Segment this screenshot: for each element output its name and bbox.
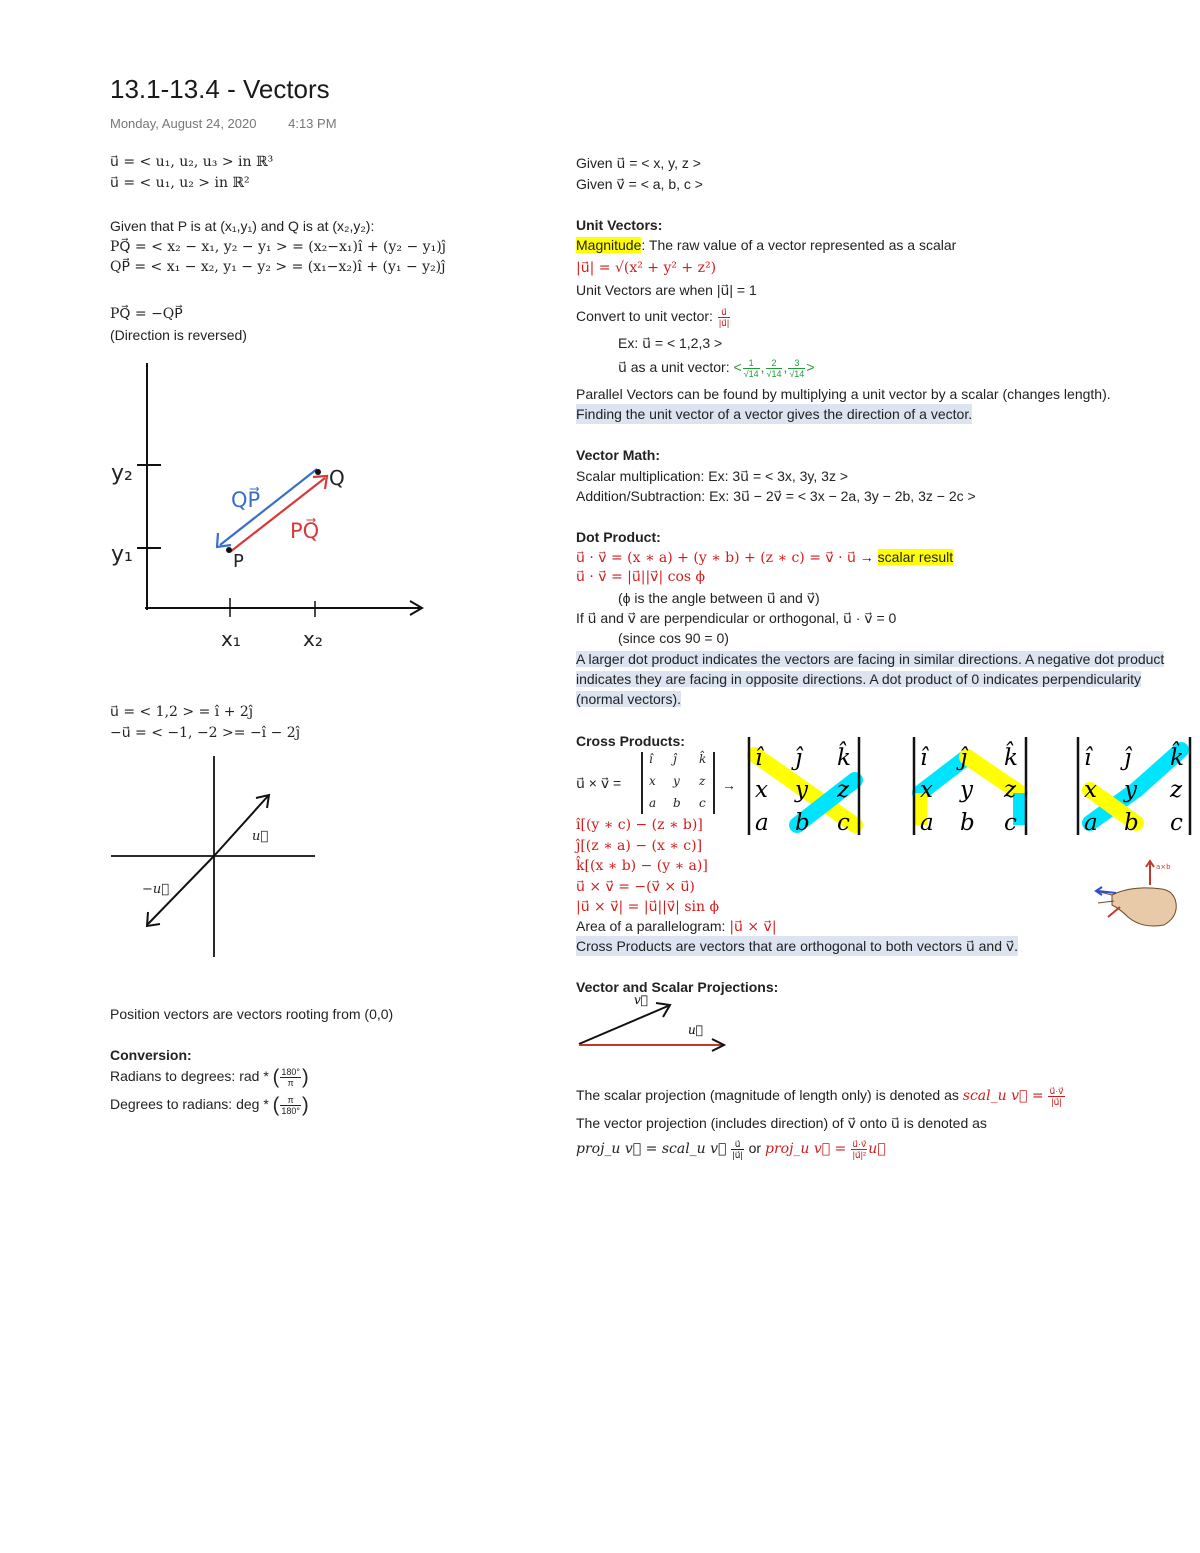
svg-text:î: î bbox=[755, 745, 763, 771]
unit-frac-3: $\frac{3}{√14}$ bbox=[789, 357, 805, 379]
svg-text:a: a bbox=[755, 810, 769, 836]
as-unit-label: u⃗ as a unit vector: bbox=[618, 359, 730, 375]
svg-text:ĵ: ĵ bbox=[795, 745, 803, 771]
y2-label: y₂ bbox=[111, 461, 133, 486]
pq-label: PQ⃗ bbox=[290, 519, 320, 543]
pq-neg-line: PQ⃗ = −QP⃗ bbox=[110, 306, 183, 322]
svg-text:b: b bbox=[795, 810, 810, 836]
right-hand-icon bbox=[1092, 855, 1192, 935]
u-graph bbox=[108, 752, 328, 962]
p-label: P bbox=[233, 551, 244, 572]
x2-label: x₂ bbox=[303, 627, 323, 651]
svg-text:c: c bbox=[1170, 810, 1183, 836]
q-label: Q bbox=[329, 466, 345, 490]
date-text: Monday, August 24, 2020 bbox=[110, 116, 257, 131]
vector-proj-formula-line: proj_u v⃗ = scal_u v⃗ $\frac{u⃗}{|u⃗|}$ or proj_u v⃗ = $\frac{u⃗\cdot v⃗}{\text{|u⃗|²}}$ u⃗ bbox=[576, 1138, 886, 1160]
given-v-line: Given v⃗ = < a, b, c > bbox=[576, 175, 703, 192]
convert-frac: $\frac{u⃗}{|u⃗|}$ bbox=[718, 306, 730, 328]
deg-to-rad-label: Degrees to radians: deg * bbox=[110, 1096, 269, 1112]
u-r2-line: u⃗ = < u₁, u₂ > in ℝ² bbox=[110, 174, 250, 191]
dot-formula-line: u⃗ · v⃗ = (x ∗ a) + (y ∗ b) + (z ∗ c) = v⃗ · u⃗ → scalar result bbox=[576, 549, 954, 566]
scalar-proj-formula: scal_u v⃗ = bbox=[962, 1088, 1044, 1104]
svg-text:k̂: k̂ bbox=[1170, 745, 1184, 771]
pq-definitions bbox=[110, 216, 446, 278]
as-unit-line: u⃗ as a unit vector: < $\frac{1}{√14}$ , $\frac{2}{√14}$ , $\frac{3}{√14}$ > bbox=[618, 357, 815, 379]
magnitude-line bbox=[576, 235, 956, 255]
unit-vectors-heading: Unit Vectors: bbox=[576, 217, 663, 233]
cross-determinant: î ĵ k̂ x y z a b c bbox=[641, 752, 715, 814]
page-title: 13.1-13.4 - Vectors bbox=[110, 74, 330, 104]
neg-u-example-line: −u⃗ = < −1, −2 >= −î − 2ĵ bbox=[110, 724, 301, 741]
vector-proj-frac: $\frac{u⃗\cdot v⃗}{\text{|u⃗|²}}$ bbox=[852, 1138, 867, 1160]
svg-text:z: z bbox=[1170, 777, 1183, 803]
cross-j-diagram bbox=[912, 735, 1032, 840]
area-label: Area of a parallelogram: bbox=[576, 918, 726, 934]
svg-text:ĵ: ĵ bbox=[1124, 745, 1132, 771]
anticommute-line: u⃗ × v⃗ = −(v⃗ × u⃗) bbox=[576, 878, 695, 895]
page-date bbox=[110, 116, 337, 131]
unit-frac-2: $\frac{2}{√14}$ bbox=[766, 357, 782, 379]
given-pq-text: Given that P is at (x₁,y₁) and Q is at (x₂,y₂): bbox=[110, 218, 375, 234]
vector-proj-text: The vector projection (includes direction) of v⃗ onto u⃗ is denoted as bbox=[576, 1115, 987, 1131]
svg-text:k̂: k̂ bbox=[1004, 745, 1018, 771]
deg-to-rad-line: Degrees to radians: deg * ( $\frac{\pi}{180^\circ}$ ) bbox=[110, 1094, 309, 1117]
convert-line bbox=[576, 306, 731, 328]
area-formula: |u⃗ × v⃗| bbox=[729, 919, 777, 935]
scalar-proj-line bbox=[576, 1085, 1066, 1107]
time-text: 4:13 PM bbox=[288, 116, 337, 131]
ex-line: Ex: u⃗ = < 1,2,3 > bbox=[618, 335, 723, 351]
svg-text:î: î bbox=[920, 745, 928, 771]
u-arrow bbox=[214, 796, 268, 856]
vector-proj-rhs: proj_u v⃗ = bbox=[764, 1141, 847, 1157]
qp-vector-line: QP⃗ = < x₁ − x₂, y₁ − y₂ > = (x₁−x₂)î + (y₁ − y₂)ĵ bbox=[110, 259, 446, 275]
svg-text:z: z bbox=[1004, 777, 1017, 803]
svg-text:c: c bbox=[837, 810, 850, 836]
svg-text:k̂: k̂ bbox=[837, 745, 851, 771]
qp-label: QP⃗ bbox=[231, 488, 261, 512]
dot-meaning: A larger dot product indicates the vectors are facing in similar directions. A negative dot product indicates they are facing in opposite directions. A dot product of 0 indicates perpendicularity (normal vectors). bbox=[576, 651, 1165, 707]
dot-product-heading: Dot Product: bbox=[576, 529, 661, 545]
svg-text:a: a bbox=[1084, 810, 1098, 836]
vector-proj-lhs: proj_u v⃗ = scal_u v⃗ bbox=[576, 1141, 727, 1157]
rad-to-deg-line: Radians to degrees: rad * ( $\frac{180^\circ}{\pi}$ ) bbox=[110, 1066, 309, 1089]
qp-arrowhead bbox=[217, 533, 231, 547]
u-r3-line: u⃗ = < u₁, u₂, u₃ > in ℝ³ bbox=[110, 154, 274, 170]
u-example bbox=[110, 702, 300, 743]
x1-label: x₁ bbox=[221, 627, 241, 651]
vector-math-heading: Vector Math: bbox=[576, 447, 661, 463]
projection-diagram bbox=[576, 992, 736, 1062]
cross-sin-line: |u⃗ × v⃗| = |u⃗||v⃗| sin ϕ bbox=[576, 899, 720, 915]
magnitude-formula: |u⃗| = √(x² + y² + z²) bbox=[576, 260, 717, 276]
svg-text:a: a bbox=[920, 810, 934, 836]
svg-text:x: x bbox=[1084, 777, 1097, 803]
cross-j-line: ĵ[(z ∗ a) − (x ∗ c)] bbox=[576, 837, 703, 854]
svg-text:y: y bbox=[1124, 777, 1137, 803]
scalar-proj-frac: $\frac{u⃗\cdot v⃗}{|u⃗|}$ bbox=[1049, 1085, 1064, 1107]
direction-text: Finding the unit vector of a vector gives the direction of a vector. bbox=[576, 406, 973, 422]
point-p bbox=[226, 547, 232, 553]
position-vectors-text: Position vectors are vectors rooting from (0,0) bbox=[110, 1006, 394, 1022]
svg-text:z: z bbox=[837, 777, 850, 803]
svg-text:ĵ: ĵ bbox=[960, 745, 968, 771]
conversion-heading: Conversion: bbox=[110, 1047, 192, 1063]
u-graph-label: u⃗ bbox=[252, 829, 269, 844]
since-cos-line: (since cos 90 = 0) bbox=[618, 630, 729, 646]
cross-k-line: k̂[(x ∗ b) − (y ∗ a)] bbox=[576, 858, 708, 874]
scalar-proj-text: The scalar projection (magnitude of length only) is denoted as bbox=[576, 1087, 959, 1103]
scalar-result: scalar result bbox=[877, 549, 954, 565]
cross-arrow: → bbox=[722, 777, 736, 793]
pq-vector-line: PQ⃗ = < x₂ − x₁, y₂ − y₁ > = (x₂−x₁)î + (y₂ − y₁)ĵ bbox=[110, 238, 446, 255]
pq-negation bbox=[110, 304, 247, 345]
magnitude-word: Magnitude bbox=[576, 237, 642, 253]
dot-cos-line: u⃗ · v⃗ = |u⃗||v⃗| cos ϕ bbox=[576, 569, 706, 585]
vector-definitions bbox=[110, 152, 273, 193]
svg-text:b: b bbox=[960, 810, 975, 836]
projections-heading: Vector and Scalar Projections: bbox=[576, 979, 779, 995]
rad-to-deg-frac: $\frac{180^\circ}{\pi}$ bbox=[281, 1066, 300, 1088]
add-sub-line: Addition/Subtraction: Ex: 3u⃗ − 2v⃗ = < 3x − 2a, 3y − 2b, 3z − 2c > bbox=[576, 488, 976, 504]
unit-when-line: Unit Vectors are when |u⃗| = 1 bbox=[576, 282, 757, 298]
neg-u-graph-label: −u⃗ bbox=[142, 882, 170, 897]
cross-components bbox=[576, 815, 719, 918]
unit-frac-1: $\frac{1}{√14}$ bbox=[743, 357, 759, 379]
cross-k-diagram bbox=[1076, 735, 1196, 840]
svg-text:y: y bbox=[795, 777, 808, 803]
direction-note: (Direction is reversed) bbox=[110, 326, 247, 343]
u-example-line: u⃗ = < 1,2 > = î + 2ĵ bbox=[110, 704, 254, 720]
area-line bbox=[576, 916, 777, 937]
svg-text:x: x bbox=[755, 777, 768, 803]
dot-formula: u⃗ · v⃗ = (x ∗ a) + (y ∗ b) + (z ∗ c) = v⃗ · u⃗ bbox=[576, 550, 856, 566]
deg-to-rad-frac: $\frac{\pi}{180^\circ}$ bbox=[281, 1094, 300, 1116]
svg-text:î: î bbox=[1084, 745, 1092, 771]
scalar-mult-line: Scalar multiplication: Ex: 3u⃗ = < 3x, 3y, 3z > bbox=[576, 468, 849, 484]
svg-text:c: c bbox=[1004, 810, 1017, 836]
y1-label: y₁ bbox=[111, 542, 133, 567]
svg-text:y: y bbox=[960, 777, 973, 803]
svg-text:x: x bbox=[920, 777, 933, 803]
rad-to-deg-label: Radians to degrees: rad * bbox=[110, 1068, 269, 1084]
perp-line: If u⃗ and v⃗ are perpendicular or orthogonal, u⃗ · v⃗ = 0 bbox=[576, 610, 897, 626]
proj-v-label: v⃗ bbox=[634, 993, 648, 1007]
given-u-line: Given u⃗ = < x, y, z > bbox=[576, 155, 701, 171]
pq-graph bbox=[105, 355, 435, 655]
cross-i-diagram bbox=[747, 735, 867, 840]
magnitude-def: : The raw value of a vector represented as a scalar bbox=[641, 237, 957, 253]
svg-text:b: b bbox=[1124, 810, 1139, 836]
cross-heading: Cross Products: bbox=[576, 733, 685, 749]
point-q bbox=[315, 469, 321, 475]
phi-note: (ϕ is the angle between u⃗ and v⃗) bbox=[618, 590, 820, 606]
hand-label: a×b bbox=[1156, 863, 1171, 871]
convert-label: Convert to unit vector: bbox=[576, 308, 713, 324]
parallel-text: Parallel Vectors can be found by multiplying a unit vector by a scalar (changes length). bbox=[576, 386, 1111, 402]
vector-proj-unit-frac: $\frac{u⃗}{|u⃗|}$ bbox=[732, 1138, 743, 1160]
cross-i-line: î[(y ∗ c) − (z ∗ b)] bbox=[576, 817, 703, 833]
cross-lhs: u⃗ × v⃗ = bbox=[576, 775, 622, 791]
proj-v-arrow bbox=[579, 1006, 668, 1044]
proj-u-label: u⃗ bbox=[688, 1023, 703, 1037]
cross-orth-text: Cross Products are vectors that are orthogonal to both vectors u⃗ and v⃗. bbox=[576, 938, 1019, 954]
given-vectors bbox=[576, 153, 703, 194]
